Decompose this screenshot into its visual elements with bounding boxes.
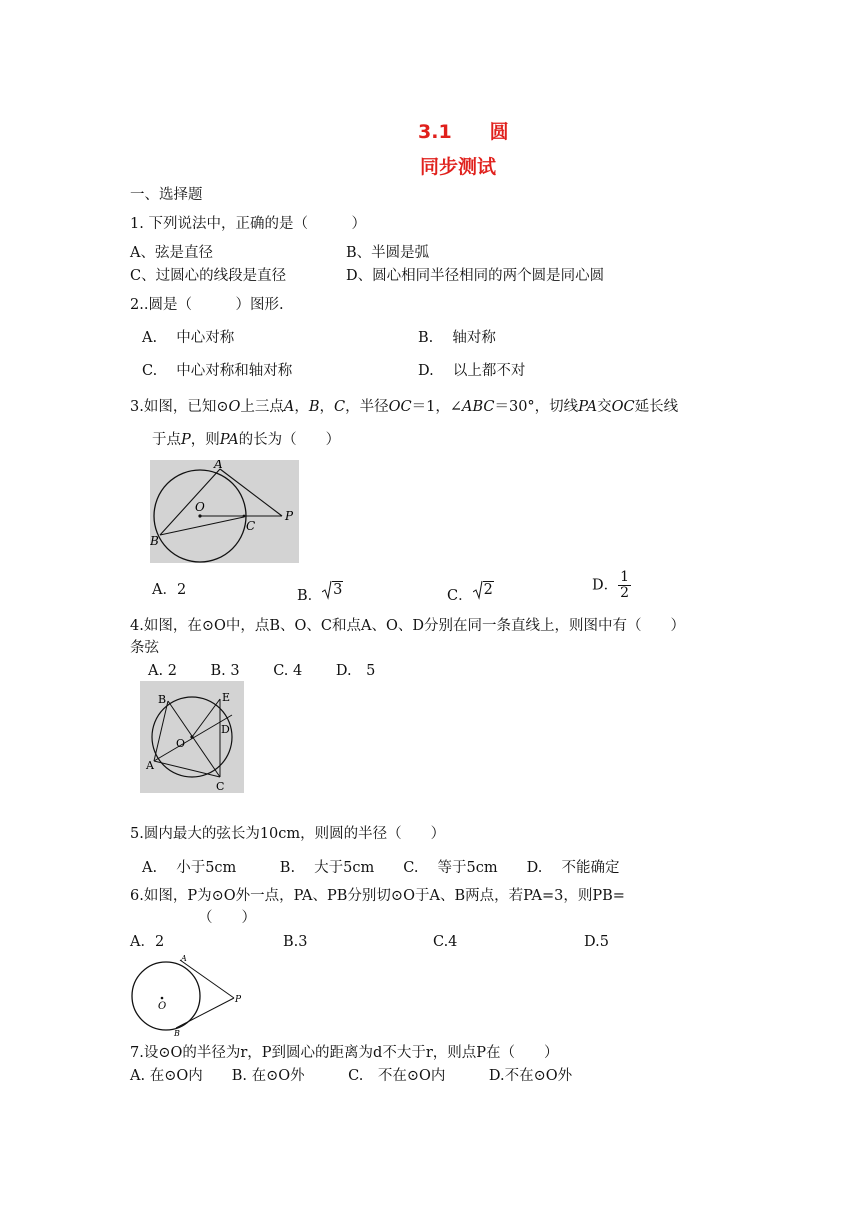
q6-option-b: B.3	[283, 934, 308, 950]
q5-options: A. 小于5cm B. 大于5cm C. 等于5cm D. 不能确定	[142, 860, 620, 876]
q3-stem-line1: 3.如图，已知⊙O上三点A，B，C，半径OC＝1，∠ABC＝30°，切线PA交OC延长线	[130, 399, 679, 415]
section-heading: 一、选择题	[130, 187, 203, 203]
q7-stem: 7.设⊙O的半径为r，P到圆心的距离为d不大于r，则点P在（ ）	[130, 1045, 559, 1061]
q6-label-b: B	[174, 1029, 180, 1038]
q3-label-o: O	[195, 500, 205, 514]
q4-label-b: B	[158, 693, 167, 706]
q3-option-a: A．2	[152, 582, 187, 598]
q1-option-a: A、弦是直径	[130, 245, 213, 261]
q3-label-c: C	[246, 519, 256, 533]
q4-stem-line1: 4.如图，在⊙O中，点B、O、C和点A、O、D分别在同一条直线上，则图中有（ ）	[130, 618, 685, 634]
q6-label-a: A	[181, 954, 187, 963]
q6-figure	[128, 954, 248, 1038]
q3-option-d: D． $\frac{1}{2}$	[592, 569, 630, 601]
q6-option-c: C.4	[433, 934, 458, 950]
q2-option-c: C. 中心对称和轴对称	[142, 363, 293, 379]
q6-stem-line1: 6.如图，P为⊙O外一点，PA、PB分别切⊙O于A、B两点，若PA=3，则PB=	[130, 888, 625, 904]
q2-option-b: B. 轴对称	[418, 330, 496, 346]
q4-options: A. 2 B. 3 C. 4 D. 5	[148, 663, 376, 679]
q3-fraction: $\frac{1}{2}$	[620, 569, 630, 601]
q4-stem-line2: 条弦	[130, 640, 159, 656]
q4-label-c: C	[216, 780, 225, 793]
q6-label-o: O	[158, 1001, 167, 1012]
page-subtitle: 同步测试	[420, 156, 497, 178]
q6-label-p: P	[235, 995, 242, 1005]
q3-option-c: C． 2	[447, 582, 493, 604]
q4-label-o: O	[176, 737, 186, 750]
q1-option-d: D、圆心相同半径相同的两个圆是同心圆	[346, 268, 605, 284]
q3-label-p: P	[285, 509, 294, 523]
q2-stem: 2..圆是（ ）图形.	[130, 297, 284, 313]
q4-label-e: E	[222, 691, 231, 704]
q4-figure	[140, 681, 244, 793]
q1-option-c: C、过圆心的线段是直径	[130, 268, 287, 284]
q3-figure	[150, 460, 299, 563]
q4-label-a: A	[146, 759, 154, 772]
q3-option-b: B． 3	[297, 582, 343, 604]
q6-option-d: D.5	[584, 934, 609, 950]
q6-stem-line2: （ ）	[198, 910, 256, 926]
q2-option-d: D. 以上都不对	[418, 363, 526, 379]
q3-label-b: B	[150, 534, 159, 548]
page-title: 3.1 圆	[418, 121, 509, 143]
q1-stem: 1. 下列说法中，正确的是（ ）	[130, 216, 366, 232]
q7-options: A. 在⊙O内 B. 在⊙O外 C. 不在⊙O内 D.不在⊙O外	[130, 1068, 573, 1084]
q2-option-a: A. 中心对称	[142, 330, 235, 346]
q1-option-b: B、半圆是弧	[346, 245, 430, 261]
q6-option-a: A．2	[130, 934, 165, 950]
q3-stem-line2: 于点P，则PA的长为（ ）	[152, 432, 341, 448]
q3-label-a: A	[214, 460, 223, 471]
q4-label-d: D	[221, 723, 230, 736]
q5-stem: 5.圆内最大的弦长为10cm，则圆的半径（ ）	[130, 826, 446, 842]
